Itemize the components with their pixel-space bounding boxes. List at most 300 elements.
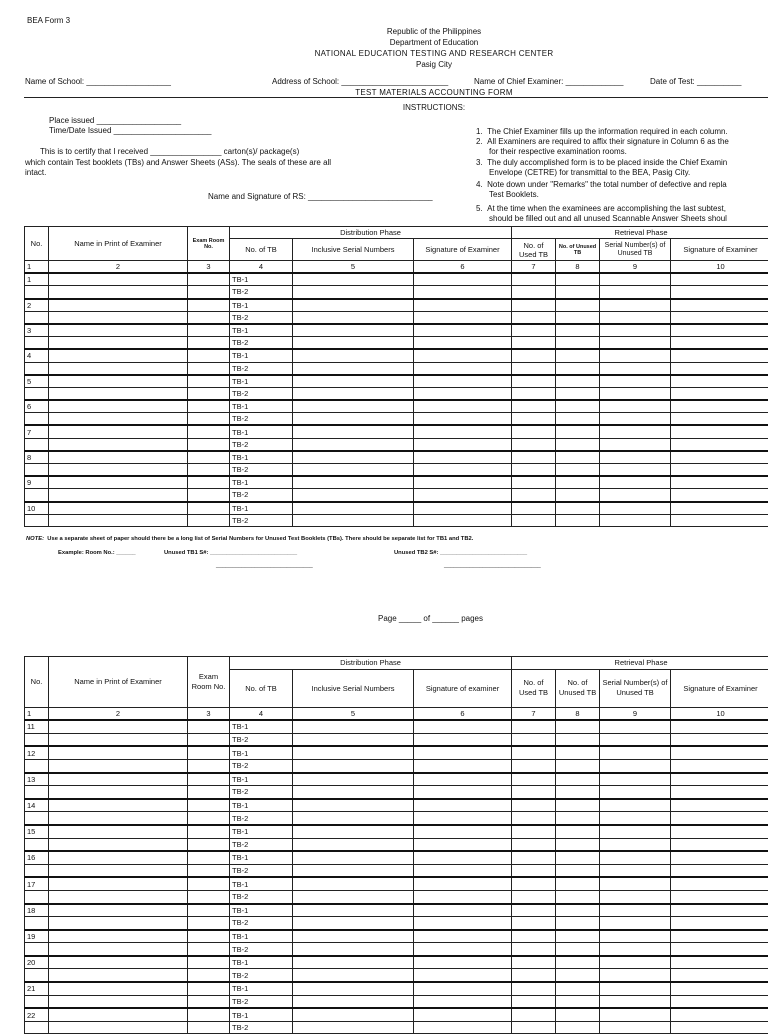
table-cell[interactable] [671, 995, 768, 1008]
table-cell[interactable] [556, 851, 600, 864]
table-cell[interactable] [25, 514, 49, 526]
table-cell[interactable] [414, 746, 512, 759]
table-cell[interactable] [49, 786, 188, 799]
table-cell[interactable] [293, 514, 414, 526]
table-cell[interactable] [600, 502, 671, 515]
table-cell[interactable] [414, 425, 512, 438]
table-cell[interactable] [188, 877, 230, 890]
table-cell[interactable] [671, 799, 768, 812]
table-cell[interactable] [293, 969, 414, 982]
table-cell[interactable] [512, 413, 556, 426]
table-cell[interactable] [556, 299, 600, 312]
table-cell[interactable] [49, 917, 188, 930]
table-cell[interactable] [188, 286, 230, 299]
table-cell[interactable] [293, 917, 414, 930]
table-cell[interactable] [600, 864, 671, 877]
table-cell[interactable] [414, 812, 512, 825]
table-cell[interactable] [188, 917, 230, 930]
table-cell[interactable] [188, 864, 230, 877]
table-cell[interactable] [188, 759, 230, 772]
table-cell[interactable] [600, 799, 671, 812]
table-cell[interactable] [556, 311, 600, 324]
table-cell[interactable] [600, 733, 671, 746]
table-cell[interactable] [512, 349, 556, 362]
table-cell[interactable] [671, 904, 768, 917]
table-cell[interactable] [671, 786, 768, 799]
table-cell[interactable] [512, 1021, 556, 1034]
table-cell[interactable] [25, 890, 49, 903]
table-cell[interactable] [188, 324, 230, 337]
table-cell[interactable] [293, 877, 414, 890]
table-cell[interactable] [556, 502, 600, 515]
table-cell[interactable] [49, 362, 188, 375]
table-cell[interactable] [600, 1008, 671, 1021]
table-cell[interactable] [49, 943, 188, 956]
table-cell[interactable] [49, 299, 188, 312]
table-cell[interactable] [512, 324, 556, 337]
table-cell[interactable] [293, 337, 414, 350]
table-cell[interactable] [414, 349, 512, 362]
table-cell[interactable] [293, 1008, 414, 1021]
table-cell[interactable] [293, 812, 414, 825]
table-cell[interactable] [671, 387, 768, 400]
table-cell[interactable] [49, 375, 188, 388]
table-cell[interactable] [556, 799, 600, 812]
table-cell[interactable] [600, 890, 671, 903]
table-cell[interactable] [293, 733, 414, 746]
table-cell[interactable] [188, 514, 230, 526]
table-cell[interactable] [512, 387, 556, 400]
table-cell[interactable] [556, 375, 600, 388]
table-cell[interactable] [49, 733, 188, 746]
table-cell[interactable] [512, 337, 556, 350]
table-cell[interactable] [49, 720, 188, 733]
table-cell[interactable] [188, 812, 230, 825]
table-cell[interactable] [600, 851, 671, 864]
table-cell[interactable] [512, 943, 556, 956]
table-cell[interactable] [25, 995, 49, 1008]
table-cell[interactable] [414, 995, 512, 1008]
table-cell[interactable] [512, 451, 556, 464]
table-cell[interactable] [671, 746, 768, 759]
table-cell[interactable] [25, 337, 49, 350]
table-cell[interactable] [49, 838, 188, 851]
table-cell[interactable] [188, 464, 230, 477]
table-cell[interactable] [671, 286, 768, 299]
table-cell[interactable] [188, 890, 230, 903]
table-cell[interactable] [188, 838, 230, 851]
table-cell[interactable] [512, 438, 556, 451]
table-cell[interactable] [600, 464, 671, 477]
table-cell[interactable] [600, 812, 671, 825]
table-cell[interactable] [188, 904, 230, 917]
table-cell[interactable] [25, 1021, 49, 1034]
table-cell[interactable] [556, 956, 600, 969]
table-cell[interactable] [671, 464, 768, 477]
table-cell[interactable] [188, 825, 230, 838]
table-cell[interactable] [671, 514, 768, 526]
table-cell[interactable] [49, 451, 188, 464]
table-cell[interactable] [293, 890, 414, 903]
table-cell[interactable] [49, 489, 188, 502]
table-cell[interactable] [512, 890, 556, 903]
table-cell[interactable] [600, 838, 671, 851]
table-cell[interactable] [671, 917, 768, 930]
table-cell[interactable] [293, 825, 414, 838]
table-cell[interactable] [512, 812, 556, 825]
table-cell[interactable] [556, 514, 600, 526]
table-cell[interactable] [25, 786, 49, 799]
table-cell[interactable] [512, 720, 556, 733]
table-cell[interactable] [671, 375, 768, 388]
table-cell[interactable] [600, 489, 671, 502]
table-cell[interactable] [512, 864, 556, 877]
table-cell[interactable] [671, 1008, 768, 1021]
table-cell[interactable] [556, 476, 600, 489]
table-cell[interactable] [600, 982, 671, 995]
table-cell[interactable] [25, 733, 49, 746]
table-cell[interactable] [600, 387, 671, 400]
table-cell[interactable] [414, 464, 512, 477]
table-cell[interactable] [414, 969, 512, 982]
table-cell[interactable] [512, 995, 556, 1008]
table-cell[interactable] [512, 956, 556, 969]
table-cell[interactable] [671, 812, 768, 825]
table-cell[interactable] [671, 273, 768, 286]
table-cell[interactable] [556, 838, 600, 851]
table-cell[interactable] [49, 413, 188, 426]
table-cell[interactable] [556, 286, 600, 299]
table-cell[interactable] [293, 786, 414, 799]
table-cell[interactable] [188, 1021, 230, 1034]
table-cell[interactable] [556, 759, 600, 772]
table-cell[interactable] [293, 451, 414, 464]
table-cell[interactable] [49, 324, 188, 337]
table-cell[interactable] [556, 786, 600, 799]
table-cell[interactable] [600, 400, 671, 413]
table-cell[interactable] [600, 720, 671, 733]
table-cell[interactable] [49, 746, 188, 759]
table-cell[interactable] [188, 733, 230, 746]
table-cell[interactable] [671, 773, 768, 786]
table-cell[interactable] [414, 514, 512, 526]
table-cell[interactable] [556, 904, 600, 917]
table-cell[interactable] [188, 375, 230, 388]
table-cell[interactable] [671, 425, 768, 438]
table-cell[interactable] [512, 273, 556, 286]
table-cell[interactable] [512, 877, 556, 890]
table-cell[interactable] [49, 502, 188, 515]
table-cell[interactable] [293, 864, 414, 877]
table-cell[interactable] [600, 311, 671, 324]
table-cell[interactable] [671, 851, 768, 864]
table-cell[interactable] [556, 438, 600, 451]
table-cell[interactable] [512, 362, 556, 375]
table-cell[interactable] [188, 720, 230, 733]
table-cell[interactable] [414, 904, 512, 917]
table-cell[interactable] [600, 349, 671, 362]
table-cell[interactable] [512, 851, 556, 864]
table-cell[interactable] [188, 773, 230, 786]
table-cell[interactable] [512, 464, 556, 477]
table-cell[interactable] [49, 956, 188, 969]
table-cell[interactable] [600, 904, 671, 917]
table-cell[interactable] [414, 917, 512, 930]
table-cell[interactable] [188, 1008, 230, 1021]
table-cell[interactable] [556, 425, 600, 438]
table-cell[interactable] [414, 799, 512, 812]
table-cell[interactable] [671, 349, 768, 362]
table-cell[interactable] [671, 759, 768, 772]
table-cell[interactable] [49, 773, 188, 786]
table-cell[interactable] [188, 299, 230, 312]
table-cell[interactable] [293, 930, 414, 943]
table-cell[interactable] [414, 413, 512, 426]
table-cell[interactable] [293, 759, 414, 772]
table-cell[interactable] [671, 890, 768, 903]
table-cell[interactable] [600, 438, 671, 451]
table-cell[interactable] [671, 825, 768, 838]
table-cell[interactable] [414, 720, 512, 733]
table-cell[interactable] [414, 286, 512, 299]
table-cell[interactable] [293, 851, 414, 864]
table-cell[interactable] [600, 917, 671, 930]
table-cell[interactable] [671, 324, 768, 337]
table-cell[interactable] [414, 956, 512, 969]
table-cell[interactable] [671, 956, 768, 969]
table-cell[interactable] [293, 1021, 414, 1034]
table-cell[interactable] [556, 387, 600, 400]
table-cell[interactable] [414, 943, 512, 956]
table-cell[interactable] [512, 514, 556, 526]
table-cell[interactable] [49, 425, 188, 438]
table-cell[interactable] [188, 799, 230, 812]
table-cell[interactable] [49, 464, 188, 477]
table-cell[interactable] [671, 720, 768, 733]
table-cell[interactable] [414, 838, 512, 851]
table-cell[interactable] [512, 917, 556, 930]
table-cell[interactable] [512, 799, 556, 812]
table-cell[interactable] [512, 759, 556, 772]
table-cell[interactable] [556, 337, 600, 350]
table-cell[interactable] [49, 812, 188, 825]
table-cell[interactable] [188, 311, 230, 324]
table-cell[interactable] [512, 904, 556, 917]
table-cell[interactable] [600, 337, 671, 350]
table-cell[interactable] [556, 917, 600, 930]
table-cell[interactable] [414, 311, 512, 324]
table-cell[interactable] [414, 1008, 512, 1021]
table-cell[interactable] [600, 773, 671, 786]
table-cell[interactable] [49, 337, 188, 350]
table-cell[interactable] [293, 995, 414, 1008]
table-cell[interactable] [600, 375, 671, 388]
table-cell[interactable] [414, 400, 512, 413]
table-cell[interactable] [293, 838, 414, 851]
table-cell[interactable] [600, 514, 671, 526]
table-cell[interactable] [556, 890, 600, 903]
table-cell[interactable] [414, 786, 512, 799]
table-cell[interactable] [414, 451, 512, 464]
table-cell[interactable] [293, 799, 414, 812]
table-cell[interactable] [414, 773, 512, 786]
table-cell[interactable] [600, 362, 671, 375]
table-cell[interactable] [556, 464, 600, 477]
table-cell[interactable] [671, 362, 768, 375]
table-cell[interactable] [556, 864, 600, 877]
table-cell[interactable] [188, 400, 230, 413]
table-cell[interactable] [600, 956, 671, 969]
table-cell[interactable] [293, 273, 414, 286]
table-cell[interactable] [49, 799, 188, 812]
table-cell[interactable] [414, 299, 512, 312]
table-cell[interactable] [188, 476, 230, 489]
table-cell[interactable] [600, 995, 671, 1008]
table-cell[interactable] [414, 825, 512, 838]
table-cell[interactable] [49, 851, 188, 864]
table-cell[interactable] [49, 825, 188, 838]
table-cell[interactable] [293, 904, 414, 917]
table-cell[interactable] [293, 299, 414, 312]
table-cell[interactable] [671, 413, 768, 426]
table-cell[interactable] [414, 273, 512, 286]
table-cell[interactable] [188, 451, 230, 464]
table-cell[interactable] [512, 489, 556, 502]
table-cell[interactable] [512, 286, 556, 299]
table-cell[interactable] [293, 943, 414, 956]
table-cell[interactable] [556, 1008, 600, 1021]
table-cell[interactable] [512, 786, 556, 799]
table-cell[interactable] [49, 877, 188, 890]
table-cell[interactable] [512, 425, 556, 438]
table-cell[interactable] [293, 502, 414, 515]
table-cell[interactable] [512, 1008, 556, 1021]
table-cell[interactable] [512, 773, 556, 786]
table-cell[interactable] [414, 489, 512, 502]
table-cell[interactable] [512, 825, 556, 838]
table-cell[interactable] [671, 489, 768, 502]
table-cell[interactable] [188, 995, 230, 1008]
table-cell[interactable] [293, 489, 414, 502]
table-cell[interactable] [556, 451, 600, 464]
table-cell[interactable] [49, 476, 188, 489]
table-cell[interactable] [49, 969, 188, 982]
table-cell[interactable] [600, 825, 671, 838]
table-cell[interactable] [414, 324, 512, 337]
table-cell[interactable] [556, 877, 600, 890]
table-cell[interactable] [414, 877, 512, 890]
table-cell[interactable] [556, 982, 600, 995]
table-cell[interactable] [293, 362, 414, 375]
table-cell[interactable] [414, 930, 512, 943]
table-cell[interactable] [671, 838, 768, 851]
table-cell[interactable] [49, 995, 188, 1008]
table-cell[interactable] [512, 982, 556, 995]
table-cell[interactable] [414, 438, 512, 451]
table-cell[interactable] [293, 464, 414, 477]
table-cell[interactable] [25, 969, 49, 982]
table-cell[interactable] [512, 311, 556, 324]
table-cell[interactable] [671, 1021, 768, 1034]
table-cell[interactable] [414, 502, 512, 515]
table-cell[interactable] [671, 943, 768, 956]
table-cell[interactable] [556, 489, 600, 502]
table-cell[interactable] [556, 746, 600, 759]
table-cell[interactable] [293, 349, 414, 362]
table-cell[interactable] [293, 773, 414, 786]
table-cell[interactable] [188, 349, 230, 362]
table-cell[interactable] [293, 476, 414, 489]
table-cell[interactable] [49, 286, 188, 299]
table-cell[interactable] [556, 812, 600, 825]
table-cell[interactable] [414, 387, 512, 400]
table-cell[interactable] [671, 438, 768, 451]
table-cell[interactable] [25, 759, 49, 772]
table-cell[interactable] [49, 1021, 188, 1034]
table-cell[interactable] [414, 851, 512, 864]
table-cell[interactable] [556, 930, 600, 943]
table-cell[interactable] [556, 324, 600, 337]
table-cell[interactable] [414, 733, 512, 746]
table-cell[interactable] [293, 324, 414, 337]
table-cell[interactable] [25, 812, 49, 825]
table-cell[interactable] [600, 746, 671, 759]
table-cell[interactable] [25, 864, 49, 877]
table-cell[interactable] [293, 982, 414, 995]
table-cell[interactable] [556, 773, 600, 786]
table-cell[interactable] [600, 1021, 671, 1034]
table-cell[interactable] [556, 413, 600, 426]
table-cell[interactable] [25, 943, 49, 956]
table-cell[interactable] [49, 890, 188, 903]
table-cell[interactable] [188, 387, 230, 400]
table-cell[interactable] [600, 286, 671, 299]
table-cell[interactable] [25, 464, 49, 477]
table-cell[interactable] [188, 273, 230, 286]
table-cell[interactable] [512, 746, 556, 759]
table-cell[interactable] [293, 438, 414, 451]
table-cell[interactable] [414, 864, 512, 877]
table-cell[interactable] [512, 502, 556, 515]
table-cell[interactable] [414, 362, 512, 375]
table-cell[interactable] [671, 733, 768, 746]
table-cell[interactable] [188, 489, 230, 502]
table-cell[interactable] [512, 299, 556, 312]
table-cell[interactable] [293, 425, 414, 438]
table-cell[interactable] [556, 349, 600, 362]
table-cell[interactable] [600, 324, 671, 337]
table-cell[interactable] [556, 720, 600, 733]
table-cell[interactable] [414, 337, 512, 350]
table-cell[interactable] [556, 733, 600, 746]
table-cell[interactable] [671, 337, 768, 350]
table-cell[interactable] [293, 720, 414, 733]
table-cell[interactable] [25, 311, 49, 324]
table-cell[interactable] [188, 786, 230, 799]
table-cell[interactable] [414, 759, 512, 772]
table-cell[interactable] [600, 877, 671, 890]
table-cell[interactable] [556, 943, 600, 956]
table-cell[interactable] [671, 451, 768, 464]
table-cell[interactable] [188, 362, 230, 375]
table-cell[interactable] [188, 425, 230, 438]
table-cell[interactable] [556, 969, 600, 982]
table-cell[interactable] [293, 400, 414, 413]
table-cell[interactable] [671, 502, 768, 515]
table-cell[interactable] [293, 413, 414, 426]
table-cell[interactable] [671, 864, 768, 877]
table-cell[interactable] [671, 400, 768, 413]
